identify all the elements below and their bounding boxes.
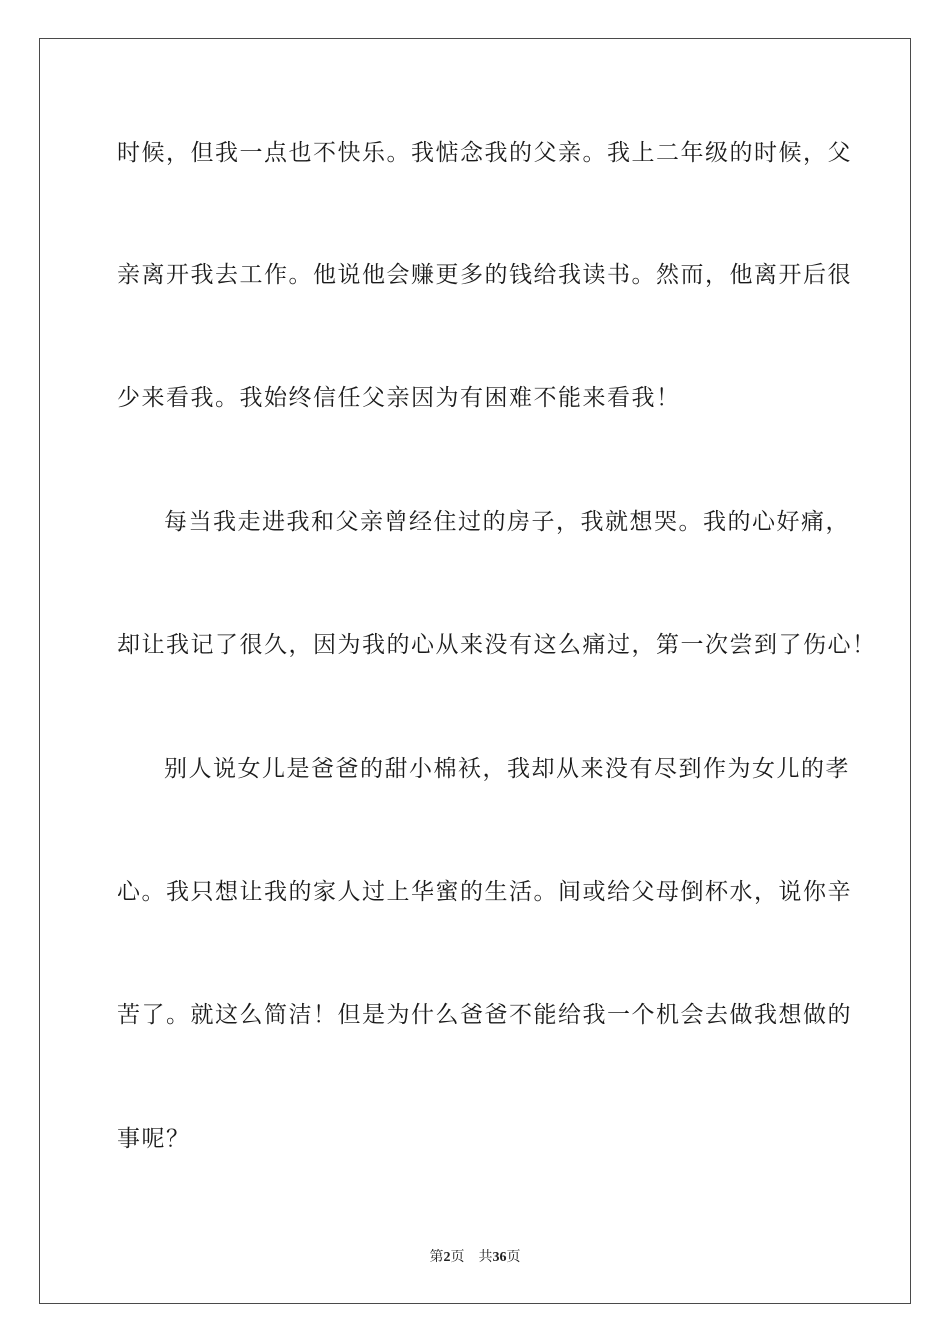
paragraph-line-6: 别人说女儿是爸爸的甜小棉袄，我却从来没有尽到作为女儿的孝 <box>164 756 850 782</box>
footer-total-pages: 36 <box>492 1250 507 1265</box>
footer-total-prefix: 共 <box>478 1249 493 1265</box>
paragraph-line-5: 却让我记了很久，因为我的心从来没有这么痛过，第一次尝到了伤心！ <box>117 632 877 658</box>
paragraph-line-4: 每当我走进我和父亲曾经住过的房子，我就想哭。我的心好痛， <box>164 509 850 535</box>
paragraph-line-9: 事呢？ <box>117 1126 191 1152</box>
paragraph-line-7: 心。我只想让我的家人过上华蜜的生活。间或给父母倒杯水，说你辛 <box>117 879 852 905</box>
footer-page-number: 2 <box>443 1250 451 1265</box>
footer-page-prefix: 第 <box>429 1249 444 1265</box>
page-footer <box>0 1248 950 1267</box>
footer-total-suffix: 页 <box>506 1249 521 1265</box>
page-border <box>39 38 911 1304</box>
paragraph-line-1: 时候，但我一点也不快乐。我惦念我的父亲。我上二年级的时候，父 <box>117 140 852 166</box>
paragraph-line-8: 苦了。就这么简洁！但是为什么爸爸不能给我一个机会去做我想做的 <box>117 1002 852 1028</box>
paragraph-line-3: 少来看我。我始终信任父亲因为有困难不能来看我！ <box>117 385 681 411</box>
footer-page-suffix: 页 <box>450 1249 465 1265</box>
paragraph-line-2: 亲离开我去工作。他说他会赚更多的钱给我读书。然而，他离开后很 <box>117 262 852 288</box>
